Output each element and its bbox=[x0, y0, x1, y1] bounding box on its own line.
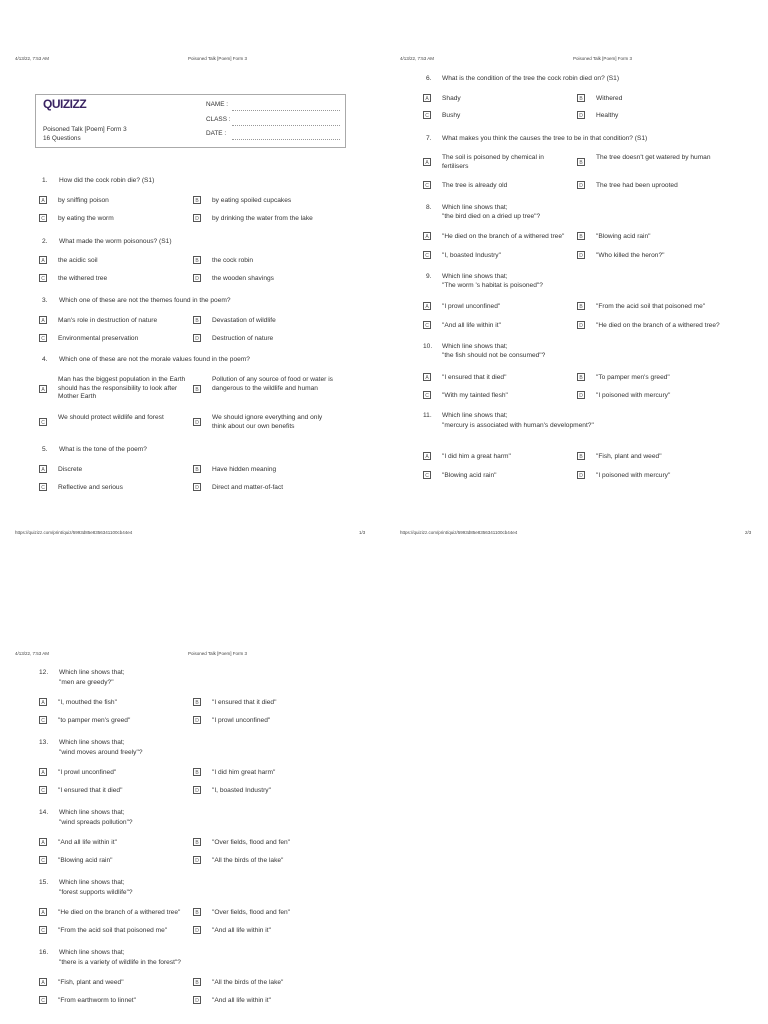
page2-footer-url: https://quizizz.com/print/quiz/5993d85e8356341100cb44e4 bbox=[400, 530, 518, 535]
option-c-box[interactable]: C bbox=[39, 786, 47, 794]
option-d-box[interactable]: D bbox=[193, 418, 201, 426]
option-c-text: "I, boasted Industry" bbox=[442, 252, 501, 259]
question-text: Which line shows that; bbox=[59, 739, 125, 746]
option-d-box[interactable]: D bbox=[193, 334, 201, 342]
option-b-text: "Blowing acid rain" bbox=[596, 233, 651, 240]
option-c-text: "With my tainted flesh" bbox=[442, 392, 508, 399]
option-a-text: by sniffing poison bbox=[58, 197, 109, 204]
question-number: 12. bbox=[39, 669, 49, 676]
option-c-box[interactable]: C bbox=[39, 996, 47, 1004]
option-c-text: "to pamper men's greed" bbox=[58, 717, 131, 724]
option-b-box[interactable]: B bbox=[193, 316, 201, 324]
option-a-box[interactable]: A bbox=[423, 158, 431, 166]
option-b-text: by eating spoiled cupcakes bbox=[212, 197, 292, 204]
option-d-text: "And all life within it" bbox=[212, 997, 271, 1004]
option-b-box[interactable]: B bbox=[193, 465, 201, 473]
option-c-box[interactable]: C bbox=[423, 111, 431, 119]
option-b-box[interactable]: B bbox=[193, 256, 201, 264]
question-number: 2. bbox=[42, 238, 48, 245]
option-a-box[interactable]: A bbox=[423, 452, 431, 460]
option-d-text: "Who killed the heron?" bbox=[596, 252, 665, 259]
option-c-box[interactable]: C bbox=[423, 471, 431, 479]
question-text: Which line shows that; bbox=[59, 879, 125, 886]
page2-footer-page: 2/3 bbox=[745, 530, 752, 535]
option-d-box[interactable]: D bbox=[193, 716, 201, 724]
question-number: 10. bbox=[423, 343, 433, 350]
option-a-text: "He died on the branch of a withered tree" bbox=[58, 909, 181, 916]
date-field[interactable] bbox=[232, 139, 340, 140]
option-b-box[interactable]: B bbox=[193, 768, 201, 776]
option-a-box[interactable]: A bbox=[423, 232, 431, 240]
option-b-text: Withered bbox=[596, 95, 623, 102]
option-a-text: "He died on the branch of a withered tree" bbox=[442, 233, 565, 240]
option-d-box[interactable]: D bbox=[193, 786, 201, 794]
option-a-box[interactable]: A bbox=[39, 256, 47, 264]
option-b-box[interactable]: B bbox=[577, 452, 585, 460]
question-number: 5. bbox=[42, 446, 48, 453]
option-a-text: the acidic soil bbox=[58, 257, 98, 264]
option-b-text: "Fish, plant and weed" bbox=[596, 453, 662, 460]
option-d-box[interactable]: D bbox=[577, 471, 585, 479]
question-subtext: "wind moves around freely"? bbox=[59, 749, 143, 756]
question-subtext: "the bird died on a dried up tree"? bbox=[442, 213, 541, 220]
option-a-box[interactable]: A bbox=[39, 316, 47, 324]
option-d-text: "All the birds of the lake" bbox=[212, 857, 284, 864]
question-count: 16 Questions bbox=[43, 135, 81, 142]
option-c-text: by eating the worm bbox=[58, 215, 114, 222]
option-d-text: by drinking the water from the lake bbox=[212, 215, 313, 222]
option-a-text: "And all life within it" bbox=[58, 839, 117, 846]
option-d-box[interactable]: D bbox=[577, 321, 585, 329]
option-c-box[interactable]: C bbox=[39, 856, 47, 864]
question-number: 8. bbox=[426, 204, 432, 211]
option-b-text: Have hidden meaning bbox=[212, 466, 277, 473]
question-number: 11. bbox=[423, 412, 432, 419]
option-c-box[interactable]: C bbox=[39, 274, 47, 282]
option-d-box[interactable]: D bbox=[577, 391, 585, 399]
option-d-box[interactable]: D bbox=[577, 181, 585, 189]
question-number: 15. bbox=[39, 879, 49, 886]
option-b-text: "To pamper men's greed" bbox=[596, 374, 670, 381]
class-label: CLASS : bbox=[206, 116, 231, 123]
option-a-text: "I prowl unconfined" bbox=[442, 303, 501, 310]
option-a-text: Man's role in destruction of nature bbox=[58, 317, 158, 324]
page2-header-datetime: 4/13/22, 7:53 AM bbox=[400, 56, 435, 61]
option-a-box[interactable]: A bbox=[39, 768, 47, 776]
option-c-text: "Blowing acid rain" bbox=[58, 857, 113, 864]
option-d-text: Direct and matter-of-fact bbox=[212, 484, 284, 491]
question-text: Which line shows that; bbox=[59, 949, 125, 956]
page1-header-title: Poisoned Talk [Poem] Form 3 bbox=[188, 56, 247, 61]
option-c-text: Bushy bbox=[442, 112, 461, 119]
option-a-box[interactable]: A bbox=[39, 908, 47, 916]
option-d-box[interactable]: D bbox=[193, 274, 201, 282]
option-b-box[interactable]: B bbox=[193, 908, 201, 916]
question-text: What made the worm poisonous? (S1) bbox=[59, 238, 172, 245]
option-d-text: "I poisoned with mercury" bbox=[596, 472, 671, 479]
page3-header-datetime: 4/13/22, 7:53 AM bbox=[15, 651, 50, 656]
option-c-text: "From earthworm to linnet" bbox=[58, 997, 136, 1004]
quizizz-logo: QUIZIZZ bbox=[43, 97, 87, 111]
question-number: 4. bbox=[42, 356, 48, 363]
name-field[interactable] bbox=[232, 110, 340, 111]
option-c-text: We should protect wildlife and forest bbox=[58, 414, 164, 421]
option-d-box[interactable]: D bbox=[193, 214, 201, 222]
option-c-box[interactable]: C bbox=[39, 483, 47, 491]
option-c-text: The tree is already old bbox=[442, 182, 508, 189]
option-a-text: "I prowl unconfined" bbox=[58, 769, 117, 776]
option-b-text: the cock robin bbox=[212, 257, 254, 264]
option-a-text: Shady bbox=[442, 95, 461, 102]
page1-footer-url: https://quizizz.com/print/quiz/5993d85e8356341100cb44e4 bbox=[15, 530, 133, 535]
option-a-box[interactable]: A bbox=[39, 698, 47, 706]
option-d-box[interactable]: D bbox=[577, 111, 585, 119]
question-text: What is the condition of the tree the cock robin died on? (S1) bbox=[442, 75, 620, 82]
option-a-text: "Fish, plant and weed" bbox=[58, 979, 124, 986]
option-a-text: "I did him a great harm" bbox=[442, 453, 511, 460]
option-a-text: Man has the biggest population in the Earth should has the responsibility to look after Mother Earth bbox=[58, 376, 186, 400]
option-d-text: "I prowl unconfined" bbox=[212, 717, 271, 724]
option-a-box[interactable]: A bbox=[39, 465, 47, 473]
option-d-box[interactable]: D bbox=[193, 483, 201, 491]
question-subtext: "the fish should not be consumed"? bbox=[442, 352, 546, 359]
option-c-box[interactable]: C bbox=[423, 181, 431, 189]
option-c-box[interactable]: C bbox=[423, 251, 431, 259]
option-b-text: Pollution of any source of food or water is dangerous to the wildlife and human bbox=[212, 376, 333, 392]
quiz-title: Poisoned Talk [Poem] Form 3 bbox=[43, 126, 127, 133]
option-c-box[interactable]: C bbox=[39, 214, 47, 222]
option-c-text: "I ensured that it died" bbox=[58, 787, 123, 794]
option-d-text: "And all life within it" bbox=[212, 927, 271, 934]
option-c-box[interactable]: C bbox=[39, 926, 47, 934]
option-a-text: Discrete bbox=[58, 466, 83, 473]
question-text: Which one of these are not the morale values found in the poem? bbox=[59, 356, 250, 363]
option-b-text: "Over fields, flood and fen" bbox=[212, 839, 290, 846]
option-a-text: "I, mouthed the fish" bbox=[58, 699, 117, 706]
question-text: Which line shows that; bbox=[442, 343, 508, 350]
option-b-box[interactable]: B bbox=[193, 385, 201, 393]
option-b-box[interactable]: B bbox=[193, 838, 201, 846]
option-d-box[interactable]: D bbox=[577, 251, 585, 259]
option-b-text: The tree doesn't get watered by human bbox=[596, 154, 711, 161]
option-d-text: Healthy bbox=[596, 112, 619, 119]
option-a-box[interactable]: A bbox=[423, 94, 431, 102]
option-b-box[interactable]: B bbox=[193, 196, 201, 204]
option-a-box[interactable]: A bbox=[39, 385, 47, 393]
option-c-box[interactable]: C bbox=[423, 391, 431, 399]
option-b-box[interactable]: B bbox=[577, 94, 585, 102]
option-c-box[interactable]: C bbox=[39, 716, 47, 724]
option-b-box[interactable]: B bbox=[577, 302, 585, 310]
question-subtext: "men are greedy?" bbox=[59, 679, 114, 686]
option-b-text: Devastation of wildlife bbox=[212, 317, 276, 324]
question-subtext: "wind spreads pollution"? bbox=[59, 819, 133, 826]
class-field[interactable] bbox=[232, 125, 340, 126]
option-d-text: the wooden shavings bbox=[212, 275, 274, 282]
option-c-box[interactable]: C bbox=[423, 321, 431, 329]
question-number: 1. bbox=[42, 177, 48, 184]
option-a-box[interactable]: A bbox=[39, 978, 47, 986]
option-b-text: "All the birds of the lake" bbox=[212, 979, 284, 986]
option-d-text: "He died on the branch of a withered tree? bbox=[596, 322, 720, 329]
option-b-box[interactable]: B bbox=[193, 978, 201, 986]
question-number: 13. bbox=[39, 739, 49, 746]
option-b-text: "I ensured that it died" bbox=[212, 699, 277, 706]
option-d-text: Destruction of nature bbox=[212, 335, 274, 342]
option-c-box[interactable]: C bbox=[39, 334, 47, 342]
question-text: How did the cock robin die? (S1) bbox=[59, 177, 155, 184]
question-subtext: "forest supports wildlife"? bbox=[59, 889, 133, 896]
option-a-box[interactable]: A bbox=[423, 302, 431, 310]
option-c-text: "Blowing acid rain" bbox=[442, 472, 497, 479]
page3-header-title: Poisoned Talk [Poem] Form 3 bbox=[188, 651, 247, 656]
question-number: 7. bbox=[426, 135, 432, 142]
option-d-text: "I poisoned with mercury" bbox=[596, 392, 671, 399]
question-text: Which line shows that; bbox=[442, 273, 508, 280]
option-d-text: "I, boasted Industry" bbox=[212, 787, 271, 794]
option-c-box[interactable]: C bbox=[39, 418, 47, 426]
page1-header-datetime: 4/13/22, 7:53 AM bbox=[15, 56, 50, 61]
option-d-box[interactable]: D bbox=[193, 926, 201, 934]
option-b-box[interactable]: B bbox=[193, 698, 201, 706]
option-d-box[interactable]: D bbox=[193, 856, 201, 864]
question-number: 16. bbox=[39, 949, 49, 956]
question-text: What makes you think the causes the tree to be in that condition? (S1) bbox=[442, 135, 648, 142]
option-a-box[interactable]: A bbox=[39, 196, 47, 204]
option-b-box[interactable]: B bbox=[577, 232, 585, 240]
question-number: 9. bbox=[426, 273, 432, 280]
option-d-text: We should ignore everything and only think about our own benefits bbox=[212, 414, 323, 430]
question-number: 3. bbox=[42, 297, 48, 304]
question-subtext: "there is a variety of wildlife in the forest"? bbox=[59, 959, 181, 966]
option-b-box[interactable]: B bbox=[577, 158, 585, 166]
page1-footer-page: 1/3 bbox=[359, 530, 366, 535]
date-label: DATE : bbox=[206, 130, 227, 137]
option-b-text: "From the acid soil that poisoned me" bbox=[596, 303, 706, 310]
option-a-text: The soil is poisoned by chemical in fertilisers bbox=[442, 154, 544, 170]
option-c-text: Reflective and serious bbox=[58, 484, 123, 491]
question-subtext: "The worm 's habitat is poisoned"? bbox=[442, 282, 543, 289]
option-c-text: "From the acid soil that poisoned me" bbox=[58, 927, 168, 934]
option-c-text: Environmental preservation bbox=[58, 335, 139, 342]
question-text: What is the tone of the poem? bbox=[59, 446, 147, 453]
question-text: Which line shows that; bbox=[59, 809, 125, 816]
question-number: 14. bbox=[39, 809, 49, 816]
option-b-box[interactable]: B bbox=[577, 373, 585, 381]
option-a-text: "I ensured that it died" bbox=[442, 374, 507, 381]
option-b-text: "I did him great harm" bbox=[212, 769, 276, 776]
option-b-text: "Over fields, flood and fen" bbox=[212, 909, 290, 916]
option-a-box[interactable]: A bbox=[39, 838, 47, 846]
option-a-box[interactable]: A bbox=[423, 373, 431, 381]
question-text: Which one of these are not the themes found in the poem? bbox=[59, 297, 231, 304]
option-c-text: the withered tree bbox=[58, 275, 108, 282]
option-d-text: The tree had been uprooted bbox=[596, 182, 678, 189]
name-label: NAME : bbox=[206, 101, 229, 108]
question-text: Which line shows that; bbox=[442, 412, 508, 419]
question-text: Which line shows that; bbox=[442, 204, 508, 211]
page2-header-title: Poisoned Talk [Poem] Form 3 bbox=[573, 56, 632, 61]
option-c-text: "And all life within it" bbox=[442, 322, 501, 329]
option-d-box[interactable]: D bbox=[193, 996, 201, 1004]
question-subtext: "mercury is associated with human's development?" bbox=[442, 422, 594, 429]
question-text: Which line shows that; bbox=[59, 669, 125, 676]
question-number: 6. bbox=[426, 75, 432, 82]
